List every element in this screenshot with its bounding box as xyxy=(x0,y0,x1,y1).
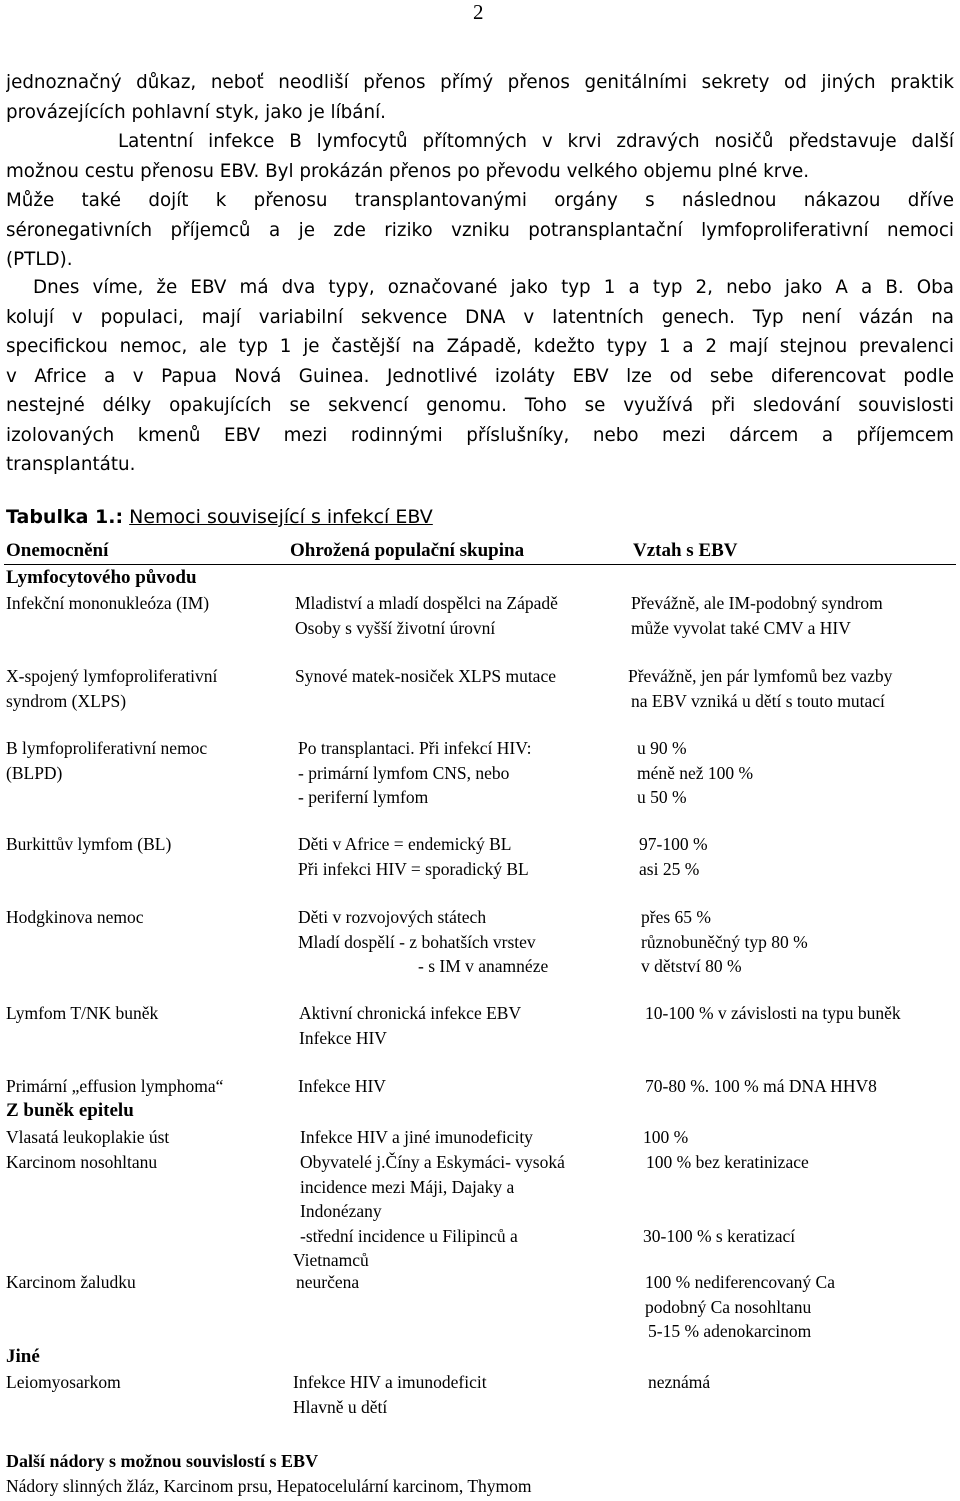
table-cell-relation xyxy=(641,905,808,979)
paragraph-1 xyxy=(6,68,954,127)
table-cell-population xyxy=(298,905,548,979)
table-cell-population xyxy=(293,1370,487,1419)
section-heading-lymphocytic: Lymfocytového původu xyxy=(6,567,197,588)
cell-line: Obyvatelé j.Číny a Eskymáci- vysoká xyxy=(300,1152,565,1172)
cell-line: u 90 % xyxy=(637,738,687,758)
table-cell-population xyxy=(298,832,529,881)
text-line: kolují v populaci, mají variabilní sekvence DNA v latentních genech. Typ není vázán na xyxy=(6,306,954,328)
column-header-relation: Vztah s EBV xyxy=(633,540,738,561)
table-cell-relation xyxy=(645,1074,877,1099)
footer-text: Nádory slinných žláz, Karcinom prsu, Hepatocelulární karcinom, Thymom xyxy=(6,1476,532,1496)
table-cell-population xyxy=(300,1125,533,1150)
cell-line: Osoby s vyšší životní úrovní xyxy=(295,617,496,638)
table-cell-relation xyxy=(631,591,883,640)
cell-line: Infekce HIV a imunodeficit xyxy=(293,1372,487,1392)
text-line: možnou cestu přenosu EBV. Byl prokázán přenos po převodu velkého objemu plné krve. xyxy=(6,160,810,182)
table-cell-population xyxy=(299,1001,521,1050)
cell-line: různobuněčný typ 80 % xyxy=(641,931,808,952)
text-line: izolovaných kmenů EBV mezi rodinnými příslušníky, nebo mezi dárcem a příjemcem xyxy=(6,424,954,446)
table-cell-population xyxy=(295,664,556,689)
cell-line: Mladiství a mladí dospělci na Západě xyxy=(295,593,558,613)
table-cell-disease xyxy=(6,1150,157,1175)
text-line: (PTLD). xyxy=(6,249,73,270)
table-cell-disease xyxy=(6,591,209,616)
cell-line: 100 % bez keratinizace xyxy=(646,1152,809,1172)
text-line: transplantátu. xyxy=(6,454,136,475)
table-cell-relation xyxy=(639,832,708,881)
section-heading-epithelial: Z buněk epitelu xyxy=(6,1100,134,1121)
cell-line: - s IM v anamnéze xyxy=(418,956,549,976)
cell-line: 97-100 % xyxy=(639,834,708,854)
column-header-population: Ohrožená populační skupina xyxy=(290,540,525,561)
cell-line: X-spojený lymfoproliferativní xyxy=(6,666,218,686)
cell-line: -střední incidence u Filipinců a xyxy=(300,1225,518,1246)
cell-line: (BLPD) xyxy=(6,762,63,783)
table-number: Tabulka 1.: xyxy=(6,506,124,528)
text-line: specifickou nemoc, ale typ 1 je častější na Západě, kdežto typy 1 a 2 mají stejnou prevalenci xyxy=(6,336,954,357)
cell-line: Lymfom T/NK buněk xyxy=(6,1003,159,1023)
table-cell-population xyxy=(295,591,558,640)
text-line: Latentní infekce B lymfocytů přítomných v krvi zdravých nosičů představuje další xyxy=(118,131,954,152)
text-line: séronegativních příjemců a je zde riziko vzniku potransplantační lymfoproliferativní nemoci xyxy=(6,219,954,241)
cell-line: Děti v Africe = endemický BL xyxy=(298,834,512,854)
cell-line: incidence mezi Máji, Dajaky a xyxy=(300,1176,515,1197)
table-cell-population xyxy=(298,1074,386,1099)
text-line: jednoznačný důkaz, neboť neodliší přenos přímý přenos genitálními sekrety od jiných praktik xyxy=(6,72,954,93)
cell-line: Infekce HIV xyxy=(299,1027,387,1048)
cell-line: podobný Ca nosohltanu xyxy=(645,1296,812,1317)
cell-line: přes 65 % xyxy=(641,907,711,927)
cell-line: Po transplantaci. Při infekcí HIV: xyxy=(298,738,532,758)
cell-line: 70-80 %. 100 % má DNA HHV8 xyxy=(645,1076,877,1096)
cell-line: Vietnamců xyxy=(293,1250,369,1270)
paragraph-2 xyxy=(6,127,954,275)
cell-line: Infekce HIV a jiné imunodeficity xyxy=(300,1127,533,1147)
cell-line: Infekce HIV xyxy=(298,1076,386,1096)
table-cell-disease xyxy=(6,1125,169,1150)
cell-line: 30-100 % s keratizací xyxy=(643,1225,796,1246)
table-cell-disease xyxy=(6,1074,223,1099)
cell-line: Při infekci HIV = sporadický BL xyxy=(298,858,529,879)
cell-line: Karcinom nosohltanu xyxy=(6,1152,158,1172)
cell-line: v dětství 80 % xyxy=(641,956,742,976)
text-line: provázejících pohlavní styk, jako je líbání. xyxy=(6,101,386,123)
table-cell-disease xyxy=(6,832,171,857)
cell-line: Infekční mononukleóza (IM) xyxy=(6,593,210,613)
table-caption xyxy=(6,506,433,528)
cell-line: neznámá xyxy=(648,1372,711,1392)
table-cell-relation xyxy=(645,1001,901,1026)
cell-line: Hlavně u dětí xyxy=(293,1396,388,1417)
cell-line: Převážně, ale IM-podobný syndrom xyxy=(631,593,883,613)
cell-line: 5-15 % adenokarcinom xyxy=(648,1321,812,1341)
cell-line: může vyvolat také CMV a HIV xyxy=(631,617,851,638)
page-number: 2 xyxy=(473,0,484,24)
table-cell-relation xyxy=(648,1370,710,1395)
cell-line: Děti v rozvojových státech xyxy=(298,907,487,927)
cell-line: méně než 100 % xyxy=(637,762,754,783)
cell-line: Hodgkinova nemoc xyxy=(6,907,144,927)
text-line: Dnes víme, že EBV má dva typy, označované jako typ 1 a typ 2, nebo jako A a B. Oba xyxy=(33,277,954,298)
table-cell-population xyxy=(296,1270,359,1295)
cell-line: neurčena xyxy=(296,1272,360,1292)
cell-line: - primární lymfom CNS, nebo xyxy=(298,762,510,783)
table-cell-disease xyxy=(6,905,144,930)
footer-title: Další nádory s možnou souvislostí s EBV xyxy=(6,1451,319,1471)
cell-line: asi 25 % xyxy=(639,858,700,879)
table-cell-population xyxy=(293,1150,565,1273)
table-cell-relation xyxy=(637,736,753,810)
table-cell-relation xyxy=(643,1150,809,1248)
column-header-disease: Onemocnění xyxy=(6,540,109,561)
cell-line: Synové matek-nosiček XLPS mutace xyxy=(295,666,556,686)
cell-line: B lymfoproliferativní nemoc xyxy=(6,738,208,758)
table-cell-disease xyxy=(6,664,217,713)
cell-line: Primární „effusion lymphoma“ xyxy=(6,1076,224,1096)
cell-line: Karcinom žaludku xyxy=(6,1272,136,1292)
table-cell-disease xyxy=(6,1370,121,1395)
cell-line: - periferní lymfom xyxy=(298,787,429,807)
table-cell-disease xyxy=(6,1270,136,1295)
paragraph-3 xyxy=(6,273,954,480)
cell-line: Mladí dospělí - z bohatších vrstev xyxy=(298,931,536,952)
cell-line: Leiomyosarkom xyxy=(6,1372,121,1392)
cell-line: syndrom (XLPS) xyxy=(6,690,127,711)
text-line: Může také dojít k přenosu transplantovanými orgány s následnou nákazou dříve xyxy=(6,190,954,211)
table-cell-relation xyxy=(628,664,892,713)
cell-line: na EBV vzniká u dětí s touto mutací xyxy=(631,690,885,711)
cell-line: Indonézany xyxy=(300,1201,382,1221)
table-cell-population xyxy=(298,736,531,810)
cell-line: 100 % xyxy=(643,1127,689,1147)
cell-line: Vlasatá leukoplakie úst xyxy=(6,1127,170,1147)
text-line: nestejné délky opakujících se sekvencí genomu. Toho se využívá při sledování souvislosti xyxy=(6,395,954,416)
table-cell-relation xyxy=(643,1125,688,1150)
table-cell-relation xyxy=(645,1270,835,1344)
section-heading-other: Jiné xyxy=(6,1346,40,1367)
text-line: v Africe a v Papua Nová Guinea. Jednotlivé izoláty EBV lze od sebe diferencovat podle xyxy=(6,365,954,387)
table-cell-disease xyxy=(6,736,207,785)
cell-line: Převážně, jen pár lymfomů bez vazby xyxy=(628,666,893,686)
table-title: Nemoci související s infekcí EBV xyxy=(129,506,433,528)
cell-line: u 50 % xyxy=(637,787,687,807)
cell-line: Aktivní chronická infekce EBV xyxy=(299,1003,522,1023)
cell-line: Burkittův lymfom (BL) xyxy=(6,834,172,854)
cell-line: 100 % nediferencovaný Ca xyxy=(645,1272,835,1292)
table-cell-disease xyxy=(6,1001,158,1026)
header-rule xyxy=(4,564,956,565)
cell-line: 10-100 % v závislosti na typu buněk xyxy=(645,1003,901,1023)
